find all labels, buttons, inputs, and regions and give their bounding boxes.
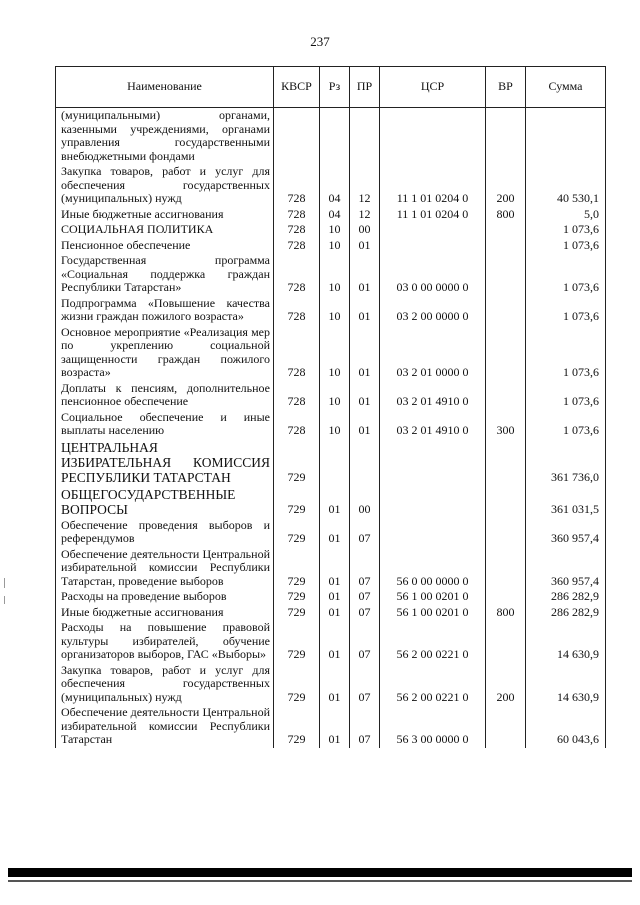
cell-rz: 01	[320, 620, 350, 663]
scan-margin-mark	[4, 578, 5, 588]
table-row	[56, 518, 606, 547]
cell-pr: 07	[350, 518, 380, 547]
cell-kvsr: 728	[274, 207, 320, 223]
cell-sum: 1 073,6	[526, 222, 606, 238]
cell-rz: 10	[320, 253, 350, 296]
table-row	[56, 253, 606, 296]
table-row	[56, 547, 606, 590]
cell-name: Подпрограмма «Повышение качества жизни граждан пожилого возраста»	[56, 296, 274, 325]
cell-kvsr: 729	[274, 663, 320, 706]
table-row	[56, 605, 606, 621]
cell-name: (муниципальными) органами, казенными учреждениями, органами управления государственными внебюджетными фондами	[56, 108, 274, 165]
cell-pr: 01	[350, 325, 380, 381]
cell-rz: 10	[320, 325, 350, 381]
cell-kvsr: 728	[274, 238, 320, 254]
cell-vr	[486, 439, 526, 486]
cell-name: Обеспечение деятельности Центральной избирательной комиссии Республики Татарстан, проведение выборов	[56, 547, 274, 590]
cell-vr: 200	[486, 663, 526, 706]
cell-vr	[486, 325, 526, 381]
cell-kvsr	[274, 108, 320, 165]
cell-csr: 11 1 01 0204 0	[380, 164, 486, 207]
cell-rz: 01	[320, 663, 350, 706]
cell-csr: 03 0 00 0000 0	[380, 253, 486, 296]
header-pr: ПР	[350, 67, 380, 108]
cell-pr: 12	[350, 164, 380, 207]
cell-kvsr: 729	[274, 486, 320, 518]
cell-kvsr: 728	[274, 222, 320, 238]
cell-csr: 03 2 01 0000 0	[380, 325, 486, 381]
cell-csr	[380, 439, 486, 486]
cell-kvsr: 728	[274, 410, 320, 439]
cell-name: Государственная программа «Социальная поддержка граждан Республики Татарстан»	[56, 253, 274, 296]
cell-pr: 07	[350, 663, 380, 706]
cell-rz: 10	[320, 381, 350, 410]
cell-name: Обеспечение проведения выборов и референдумов	[56, 518, 274, 547]
cell-name: Иные бюджетные ассигнования	[56, 207, 274, 223]
cell-name: ОБЩЕГОСУДАРСТВЕННЫЕ ВОПРОСЫ	[56, 486, 274, 518]
table-row	[56, 325, 606, 381]
cell-sum	[526, 108, 606, 165]
cell-name: Основное мероприятие «Реализация мер по укреплению социальной защищенности граждан пожилого возраста»	[56, 325, 274, 381]
cell-name: Доплаты к пенсиям, дополнительное пенсионное обеспечение	[56, 381, 274, 410]
cell-name: Расходы на проведение выборов	[56, 589, 274, 605]
cell-sum: 5,0	[526, 207, 606, 223]
cell-pr: 01	[350, 296, 380, 325]
cell-vr	[486, 547, 526, 590]
cell-vr	[486, 620, 526, 663]
cell-sum: 361 736,0	[526, 439, 606, 486]
cell-pr: 12	[350, 207, 380, 223]
cell-kvsr: 729	[274, 705, 320, 748]
scan-margin-mark	[4, 596, 5, 604]
table-row	[56, 296, 606, 325]
cell-sum: 60 043,6	[526, 705, 606, 748]
cell-sum: 14 630,9	[526, 620, 606, 663]
cell-vr	[486, 486, 526, 518]
cell-rz: 04	[320, 164, 350, 207]
cell-vr: 200	[486, 164, 526, 207]
cell-rz: 04	[320, 207, 350, 223]
cell-sum: 286 282,9	[526, 605, 606, 621]
cell-rz	[320, 108, 350, 165]
cell-rz: 01	[320, 547, 350, 590]
table-row	[56, 238, 606, 254]
header-vr: ВР	[486, 67, 526, 108]
scan-bottom-border	[8, 868, 632, 877]
cell-kvsr: 728	[274, 296, 320, 325]
cell-pr: 07	[350, 620, 380, 663]
table-header-row	[56, 67, 606, 108]
cell-sum: 1 073,6	[526, 381, 606, 410]
cell-sum: 14 630,9	[526, 663, 606, 706]
cell-kvsr: 729	[274, 518, 320, 547]
cell-sum: 1 073,6	[526, 238, 606, 254]
cell-rz: 10	[320, 296, 350, 325]
cell-sum: 361 031,5	[526, 486, 606, 518]
table-row	[56, 663, 606, 706]
cell-kvsr: 729	[274, 620, 320, 663]
table-row	[56, 486, 606, 518]
cell-sum: 1 073,6	[526, 253, 606, 296]
cell-csr: 03 2 01 4910 0	[380, 381, 486, 410]
cell-rz: 10	[320, 238, 350, 254]
table-row	[56, 222, 606, 238]
cell-vr	[486, 381, 526, 410]
header-kvsr: КВСР	[274, 67, 320, 108]
cell-kvsr: 729	[274, 547, 320, 590]
cell-name: СОЦИАЛЬНАЯ ПОЛИТИКА	[56, 222, 274, 238]
cell-vr	[486, 705, 526, 748]
table-row	[56, 439, 606, 486]
cell-csr	[380, 108, 486, 165]
cell-pr: 07	[350, 547, 380, 590]
table-row	[56, 108, 606, 165]
cell-kvsr: 728	[274, 381, 320, 410]
cell-pr: 00	[350, 486, 380, 518]
cell-sum: 40 530,1	[526, 164, 606, 207]
header-rz: Рз	[320, 67, 350, 108]
cell-vr	[486, 589, 526, 605]
cell-rz: 01	[320, 518, 350, 547]
cell-csr: 56 1 00 0201 0	[380, 589, 486, 605]
cell-pr: 01	[350, 253, 380, 296]
cell-vr: 300	[486, 410, 526, 439]
cell-sum: 1 073,6	[526, 296, 606, 325]
cell-csr	[380, 518, 486, 547]
table-row	[56, 410, 606, 439]
cell-rz: 10	[320, 410, 350, 439]
cell-sum: 286 282,9	[526, 589, 606, 605]
cell-sum: 360 957,4	[526, 518, 606, 547]
cell-vr	[486, 296, 526, 325]
cell-name: Иные бюджетные ассигнования	[56, 605, 274, 621]
cell-pr: 01	[350, 410, 380, 439]
cell-name: Расходы на повышение правовой культуры избирателей, обучение организаторов выборов, ГАС «Выборы»	[56, 620, 274, 663]
cell-sum: 1 073,6	[526, 410, 606, 439]
cell-rz: 01	[320, 486, 350, 518]
cell-kvsr: 729	[274, 439, 320, 486]
header-csr: ЦСР	[380, 67, 486, 108]
cell-kvsr: 728	[274, 253, 320, 296]
table-row	[56, 164, 606, 207]
page-number: 237	[310, 34, 330, 49]
cell-rz	[320, 439, 350, 486]
cell-pr	[350, 108, 380, 165]
cell-vr	[486, 222, 526, 238]
cell-name: Закупка товаров, работ и услуг для обеспечения государственных (муниципальных) нужд	[56, 164, 274, 207]
cell-pr: 07	[350, 705, 380, 748]
table-row	[56, 705, 606, 748]
cell-csr: 03 2 01 4910 0	[380, 410, 486, 439]
table-row	[56, 207, 606, 223]
cell-vr: 800	[486, 207, 526, 223]
header-sum: Сумма	[526, 67, 606, 108]
header-name: Наименование	[56, 67, 274, 108]
cell-name: Пенсионное обеспечение	[56, 238, 274, 254]
cell-sum: 360 957,4	[526, 547, 606, 590]
cell-csr: 11 1 01 0204 0	[380, 207, 486, 223]
cell-vr	[486, 518, 526, 547]
cell-name: Закупка товаров, работ и услуг для обеспечения государственных (муниципальных) нужд	[56, 663, 274, 706]
cell-sum: 1 073,6	[526, 325, 606, 381]
cell-vr: 800	[486, 605, 526, 621]
cell-vr	[486, 238, 526, 254]
cell-vr	[486, 253, 526, 296]
cell-pr: 07	[350, 589, 380, 605]
scan-bottom-border-thin	[8, 880, 632, 882]
cell-rz: 10	[320, 222, 350, 238]
cell-name: Обеспечение деятельности Центральной избирательной комиссии Республики Татарстан	[56, 705, 274, 748]
cell-pr	[350, 439, 380, 486]
cell-pr: 00	[350, 222, 380, 238]
cell-rz: 01	[320, 589, 350, 605]
cell-kvsr: 729	[274, 589, 320, 605]
cell-csr	[380, 486, 486, 518]
cell-kvsr: 729	[274, 605, 320, 621]
cell-vr	[486, 108, 526, 165]
cell-pr: 01	[350, 381, 380, 410]
cell-csr	[380, 238, 486, 254]
table-row	[56, 381, 606, 410]
cell-kvsr: 728	[274, 325, 320, 381]
budget-table	[55, 66, 606, 748]
cell-csr: 56 0 00 0000 0	[380, 547, 486, 590]
cell-kvsr: 728	[274, 164, 320, 207]
cell-pr: 01	[350, 238, 380, 254]
cell-csr: 03 2 00 0000 0	[380, 296, 486, 325]
cell-csr: 56 3 00 0000 0	[380, 705, 486, 748]
table-row	[56, 589, 606, 605]
cell-pr: 07	[350, 605, 380, 621]
cell-csr: 56 2 00 0221 0	[380, 620, 486, 663]
cell-name: Социальное обеспечение и иные выплаты населению	[56, 410, 274, 439]
table-row	[56, 620, 606, 663]
cell-name: ЦЕНТРАЛЬНАЯ ИЗБИРАТЕЛЬНАЯ КОМИССИЯ РЕСПУБЛИКИ ТАТАРСТАН	[56, 439, 274, 486]
cell-rz: 01	[320, 605, 350, 621]
cell-csr	[380, 222, 486, 238]
cell-csr: 56 2 00 0221 0	[380, 663, 486, 706]
cell-csr: 56 1 00 0201 0	[380, 605, 486, 621]
cell-rz: 01	[320, 705, 350, 748]
